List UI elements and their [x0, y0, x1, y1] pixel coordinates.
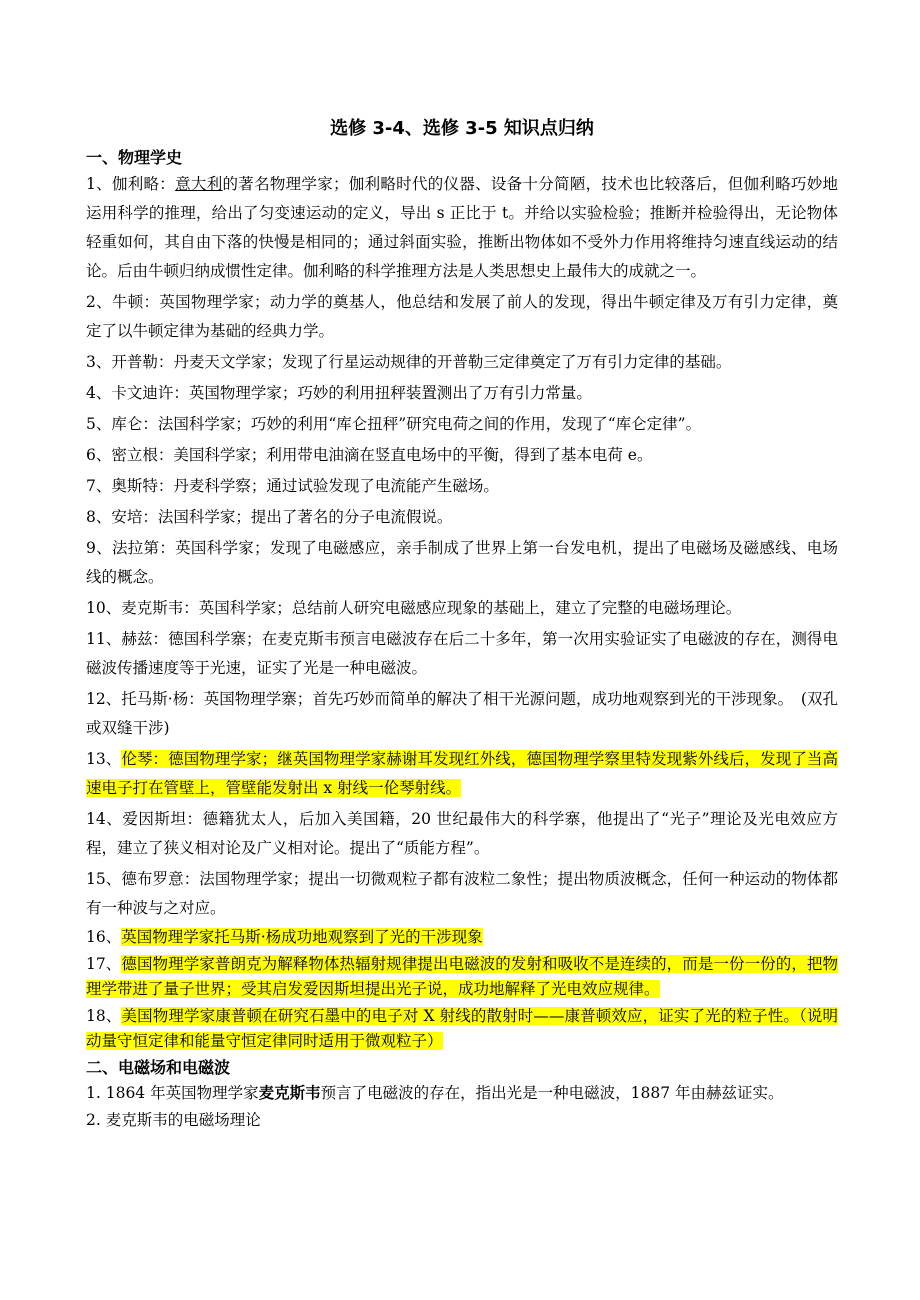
item-number: 7、 [86, 477, 112, 495]
item-5 [86, 410, 838, 439]
item-text: 托马斯·杨：英国物理学寨；首先巧妙而简单的解决了相干光源问题，成功地观察到光的干涉现象。 (双孔或双缝干涉) [86, 690, 838, 737]
section-heading-em: 二、电磁场和电磁波 [86, 1058, 231, 1077]
item-9 [86, 534, 838, 592]
item-number: 6、 [86, 446, 112, 464]
item-11 [86, 625, 838, 683]
item-17 [86, 952, 838, 1002]
item-number: 16、 [86, 928, 122, 946]
item-number: 5、 [86, 415, 112, 433]
item-1-text: 的著名物理学家；伽利略时代的仪器、设备十分简陋，技术也比较落后，但伽利略巧妙地运用科学的推理，给出了匀变速运动的定义，导出 s 正比于 t。并给以实验检验；推断并检验得出，无论物体轻重如何，其自由下落的快慢是相同的；通过斜面实验，推断出物体如不受外力作用将维持匀速直线运动的结论。后由牛顿归纳成惯性定律。伽利略的科学推理方法是人类思想史上最伟大的成就之一。 [86, 175, 838, 280]
item-number: 2、 [86, 293, 112, 311]
item-4 [86, 379, 838, 408]
item-number: 18、 [86, 1007, 122, 1025]
item-6 [86, 441, 838, 470]
item-text: 奥斯特：丹麦科学察；通过试验发现了电流能产生磁场。 [111, 477, 499, 495]
item-16 [86, 925, 838, 950]
item-text: 开普勒：丹麦天文学家；发现了行星运动规律的开普勒三定律奠定了万有引力定律的基础。 [111, 353, 732, 371]
item-15 [86, 865, 838, 923]
item-10 [86, 594, 838, 623]
item-text: 赫兹：德国科学寨；在麦克斯韦预言电磁波存在后二十多年，第一次用实验证实了电磁波的存在，测得电磁波传播速度等于光速，证实了光是一种电磁波。 [86, 630, 838, 677]
item-1-number: 1、伽利略： [86, 175, 176, 193]
item-3 [86, 348, 838, 377]
item-number: 12、 [86, 690, 122, 708]
item-text-highlighted: 德国物理学家普朗克为解释物体热辐射规律提出电磁波的发射和吸收不是连续的，而是一份一份的，把物理学带进了量子世界；受其启发爱因斯坦提出光子说，成功地解释了光电效应规律。 [86, 955, 838, 998]
item-text: 法拉第：英国科学家；发现了电磁感应，亲手制成了世界上第一台发电机，提出了电磁场及磁感线、电场线的概念。 [86, 539, 838, 586]
item-18 [86, 1004, 838, 1054]
document-page [86, 112, 838, 1135]
item-1-country: 意大利 [175, 175, 223, 193]
item-number: 17、 [86, 955, 122, 973]
item-number: 4、 [86, 384, 112, 402]
item-12 [86, 685, 838, 743]
item-text: 麦克斯韦：英国科学家；总结前人研究电磁感应现象的基础上，建立了完整的电磁场理论。 [121, 599, 742, 617]
item-text: 爱因斯坦：德籍犹太人，后加入美国籍，20 世纪最伟大的科学寨，他提出了“光子”理论及光电效应方程，建立了狭义相对论及广义相对论。提出了“质能方程”。 [86, 810, 838, 857]
item-text: 安培：法国科学家；提出了著名的分子电流假说。 [111, 508, 453, 526]
em-item-1-post: 预言了电磁波的存在，指出光是一种电磁波，1887 年由赫兹证实。 [320, 1084, 784, 1102]
item-number: 14、 [86, 810, 123, 828]
em-item-1-bold: 麦克斯韦 [258, 1083, 321, 1102]
item-text-highlighted: 伦琴：德国物理学家；继英国物理学家赫谢耳发现红外线，德国物理学察里特发现紫外线后，发现了当高速电子打在管壁上，管壁能发射出 x 射线一伦琴射线。 [86, 750, 838, 797]
item-text: 密立根：美国科学家；利用带电油滴在竖直电场中的平衡，得到了基本电荷 e。 [111, 446, 653, 464]
item-number: 11、 [86, 630, 122, 648]
item-text: 德布罗意：法国物理学家；提出一切微观粒子都有波粒二象性；提出物质波概念，任何一种运动的物体都有一种波与之对应。 [86, 870, 838, 917]
item-8 [86, 503, 838, 532]
item-text: 卡文迪许：英国物理学家；巧妙的利用扭秤装置测出了万有引力常量。 [111, 384, 592, 402]
item-number: 15、 [86, 870, 122, 888]
item-7 [86, 472, 838, 501]
item-text: 牛顿：英国物理学家；动力学的奠基人，他总结和发展了前人的发现，得出牛顿定律及万有引力定律，奠定了以牛顿定律为基础的经典力学。 [86, 293, 838, 340]
item-number: 9、 [86, 539, 112, 557]
em-item-1 [86, 1080, 838, 1106]
item-text-highlighted: 美国物理学家康普顿在研究石墨中的电子对 X 射线的散射时——康普顿效应，证实了光的粒子性。（说明动量守恒定律和能量守恒定律同时适用于微观粒子） [86, 1007, 838, 1050]
item-text: 库仑：法国科学家；巧妙的利用“库仑扭秤”研究电荷之间的作用，发现了“库仑定律”。 [111, 415, 702, 433]
section-heading-history: 一、物理学史 [86, 148, 183, 167]
em-item-1-pre: 1. 1864 年英国物理学家 [86, 1084, 259, 1102]
item-14 [86, 805, 838, 863]
em-item-2: 2. 麦克斯韦的电磁场理论 [86, 1111, 261, 1129]
item-number: 3、 [86, 353, 112, 371]
item-number: 13、 [86, 750, 122, 768]
item-2 [86, 288, 838, 346]
item-1 [86, 170, 838, 286]
item-text-highlighted: 英国物理学家托马斯·杨成功地观察到了光的干涉现象 [121, 928, 483, 946]
document-title: 选修 3-4、选修 3-5 知识点归纳 [330, 118, 594, 139]
item-number: 10、 [86, 599, 122, 617]
item-number: 8、 [86, 508, 112, 526]
item-13 [86, 745, 838, 803]
